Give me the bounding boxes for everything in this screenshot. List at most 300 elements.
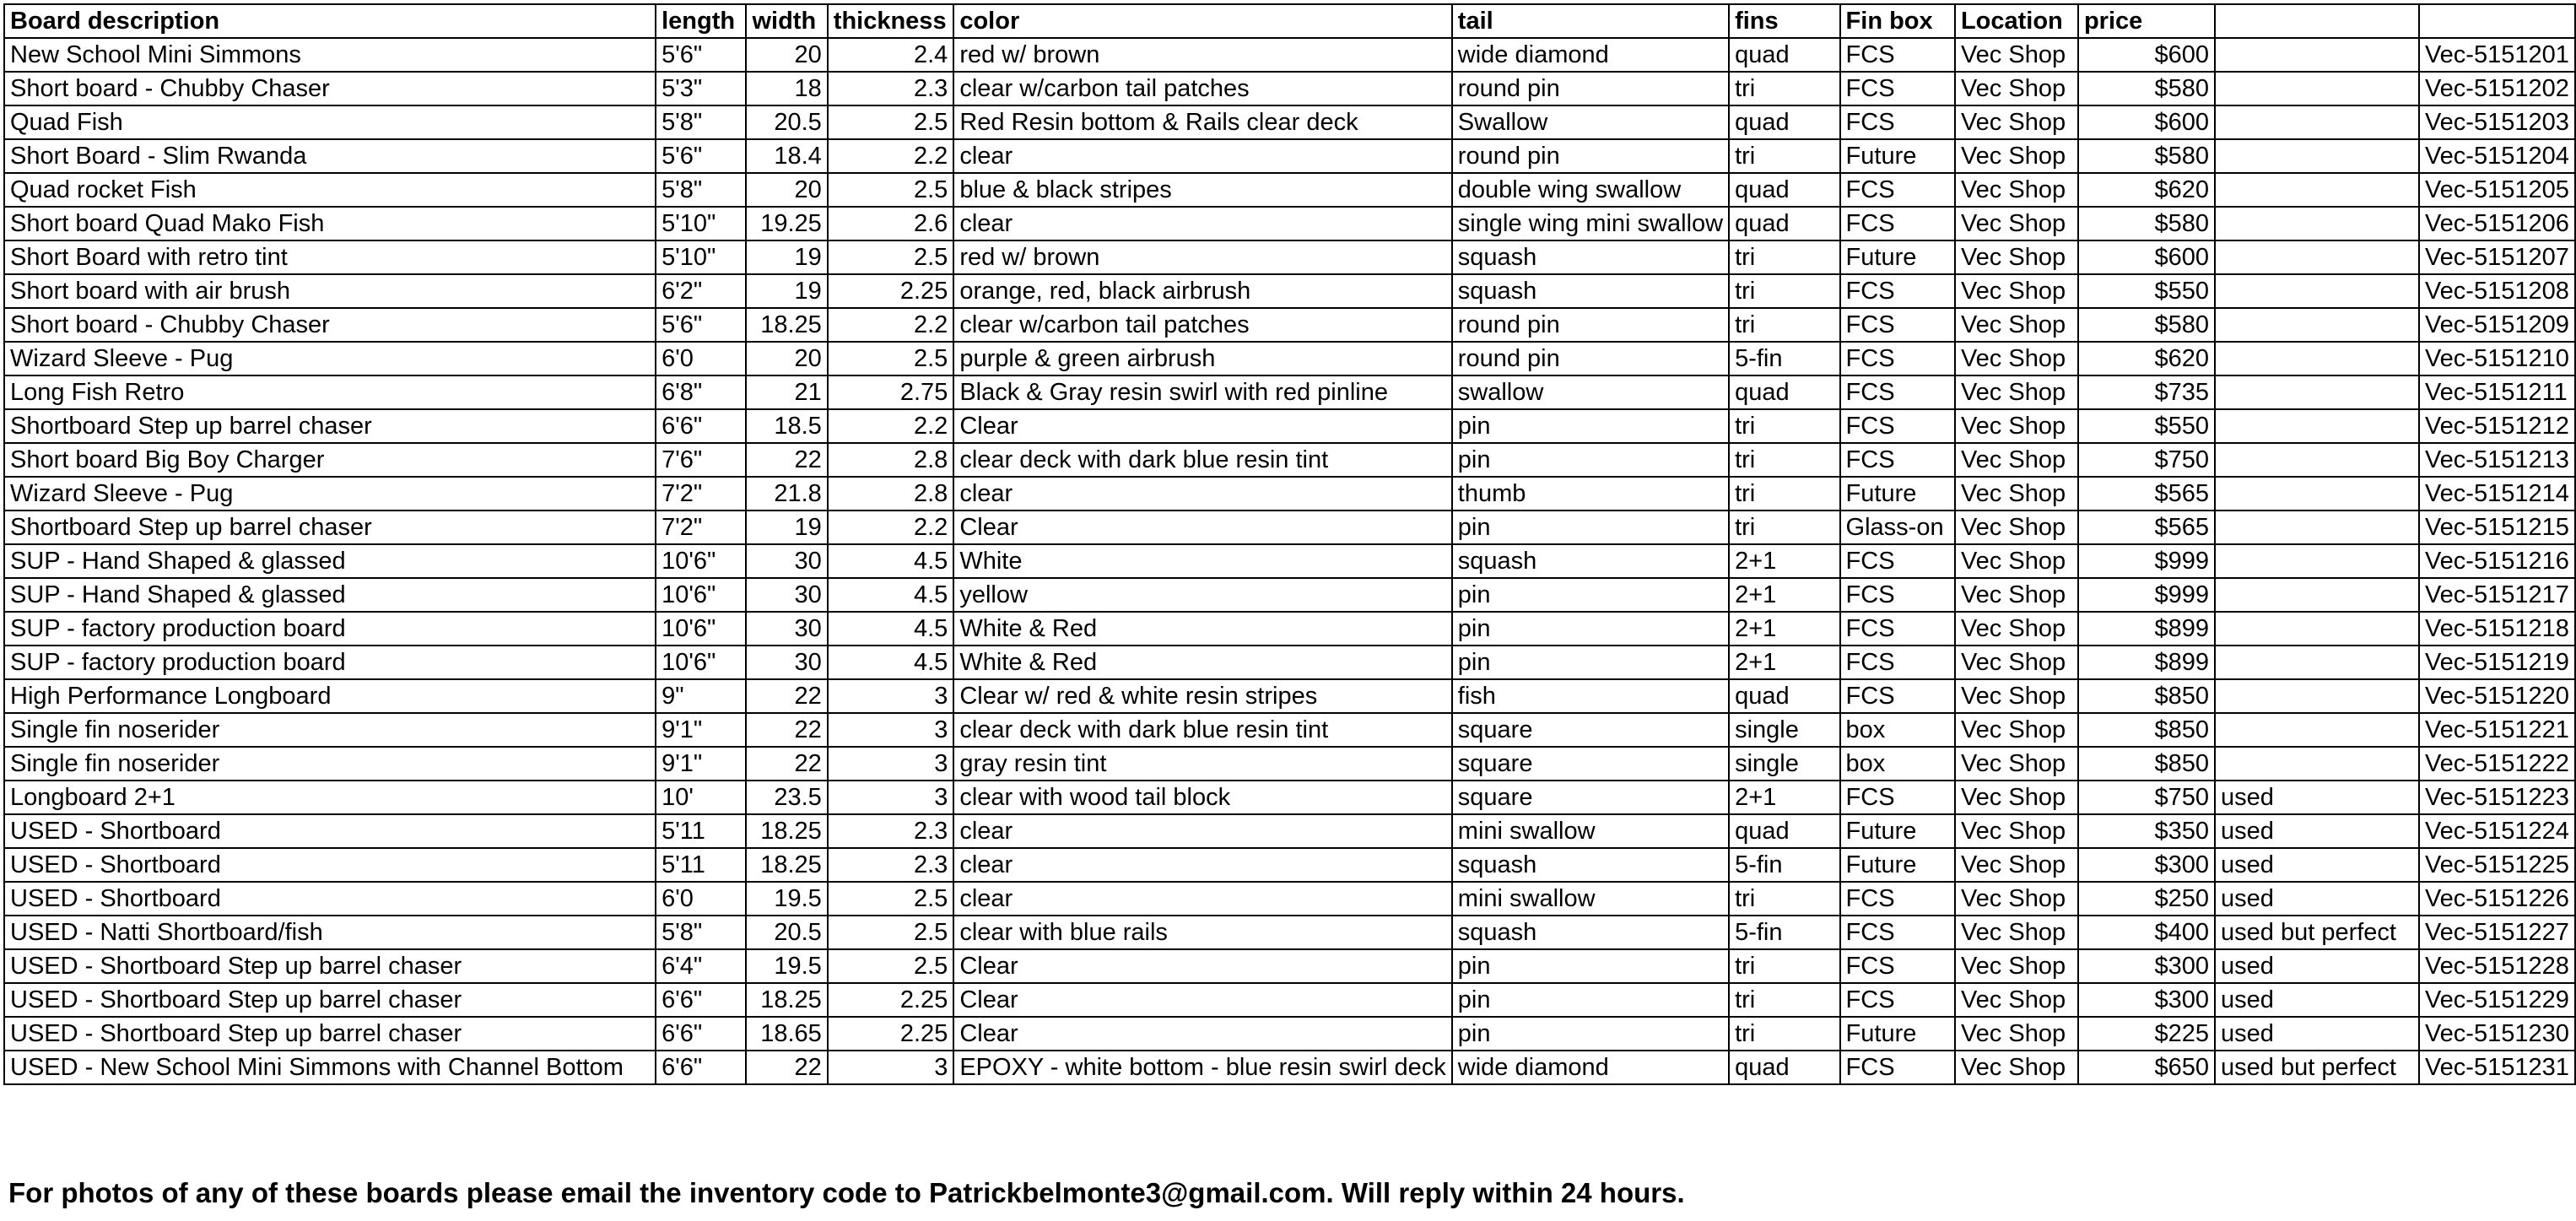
header-cell-description[interactable]: Board description — [4, 4, 656, 38]
cell-condition[interactable]: used — [2215, 848, 2419, 882]
cell-color[interactable]: clear deck with dark blue resin tint — [953, 713, 1451, 747]
cell-location[interactable]: Vec Shop — [1955, 139, 2078, 173]
cell-location[interactable]: Vec Shop — [1955, 781, 2078, 814]
cell-color[interactable]: clear deck with dark blue resin tint — [953, 443, 1451, 477]
cell-inventory-code[interactable]: Vec-5151217 — [2419, 578, 2575, 612]
cell-price[interactable]: $750 — [2078, 443, 2215, 477]
cell-price[interactable]: $600 — [2078, 38, 2215, 72]
cell-description[interactable]: Wizard Sleeve - Pug — [4, 477, 656, 511]
cell-width[interactable]: 23.5 — [746, 781, 827, 814]
cell-inventory-code[interactable]: Vec-5151222 — [2419, 747, 2575, 781]
cell-location[interactable]: Vec Shop — [1955, 747, 2078, 781]
cell-fins[interactable]: single — [1729, 713, 1839, 747]
cell-tail[interactable]: double wing swallow — [1452, 173, 1729, 207]
cell-width[interactable]: 22 — [746, 747, 827, 781]
cell-length[interactable]: 5'8" — [656, 173, 746, 207]
cell-location[interactable]: Vec Shop — [1955, 679, 2078, 713]
cell-fins[interactable]: tri — [1729, 240, 1839, 274]
cell-color[interactable]: clear — [953, 207, 1451, 240]
cell-fins[interactable]: quad — [1729, 375, 1839, 409]
cell-price[interactable]: $850 — [2078, 713, 2215, 747]
cell-fin-box[interactable]: FCS — [1840, 105, 1955, 139]
cell-width[interactable]: 20.5 — [746, 105, 827, 139]
cell-inventory-code[interactable]: Vec-5151224 — [2419, 814, 2575, 848]
cell-width[interactable]: 20 — [746, 173, 827, 207]
cell-fins[interactable]: 2+1 — [1729, 781, 1839, 814]
cell-width[interactable]: 30 — [746, 612, 827, 646]
cell-tail[interactable]: pin — [1452, 983, 1729, 1017]
cell-color[interactable]: White — [953, 544, 1451, 578]
cell-condition[interactable] — [2215, 578, 2419, 612]
cell-color[interactable]: clear with wood tail block — [953, 781, 1451, 814]
cell-condition[interactable] — [2215, 139, 2419, 173]
cell-description[interactable]: USED - Shortboard — [4, 882, 656, 916]
cell-fins[interactable]: quad — [1729, 38, 1839, 72]
cell-tail[interactable]: square — [1452, 713, 1729, 747]
cell-condition[interactable] — [2215, 274, 2419, 308]
cell-inventory-code[interactable]: Vec-5151203 — [2419, 105, 2575, 139]
cell-fin-box[interactable]: FCS — [1840, 882, 1955, 916]
cell-fins[interactable]: quad — [1729, 207, 1839, 240]
cell-location[interactable]: Vec Shop — [1955, 612, 2078, 646]
cell-length[interactable]: 5'3" — [656, 72, 746, 105]
cell-color[interactable]: White & Red — [953, 646, 1451, 679]
cell-location[interactable]: Vec Shop — [1955, 72, 2078, 105]
cell-color[interactable]: orange, red, black airbrush — [953, 274, 1451, 308]
cell-length[interactable]: 10'6" — [656, 578, 746, 612]
cell-tail[interactable]: wide diamond — [1452, 1051, 1729, 1084]
cell-condition[interactable] — [2215, 342, 2419, 375]
cell-color[interactable]: clear — [953, 848, 1451, 882]
cell-length[interactable]: 6'8" — [656, 375, 746, 409]
cell-thickness[interactable]: 2.5 — [828, 342, 954, 375]
cell-description[interactable]: Shortboard Step up barrel chaser — [4, 409, 656, 443]
cell-width[interactable]: 30 — [746, 578, 827, 612]
cell-width[interactable]: 22 — [746, 1051, 827, 1084]
cell-inventory-code[interactable]: Vec-5151202 — [2419, 72, 2575, 105]
cell-width[interactable]: 19 — [746, 274, 827, 308]
cell-inventory-code[interactable]: Vec-5151214 — [2419, 477, 2575, 511]
cell-fin-box[interactable]: FCS — [1840, 308, 1955, 342]
cell-price[interactable]: $850 — [2078, 747, 2215, 781]
cell-thickness[interactable]: 2.25 — [828, 1017, 954, 1051]
cell-fins[interactable]: tri — [1729, 274, 1839, 308]
cell-description[interactable]: Quad rocket Fish — [4, 173, 656, 207]
cell-length[interactable]: 10'6" — [656, 646, 746, 679]
cell-fin-box[interactable]: box — [1840, 747, 1955, 781]
cell-width[interactable]: 19.5 — [746, 882, 827, 916]
cell-fin-box[interactable]: FCS — [1840, 646, 1955, 679]
cell-description[interactable]: Quad Fish — [4, 105, 656, 139]
cell-description[interactable]: Short Board - Slim Rwanda — [4, 139, 656, 173]
cell-color[interactable]: Black & Gray resin swirl with red pinline — [953, 375, 1451, 409]
cell-fins[interactable]: quad — [1729, 105, 1839, 139]
cell-condition[interactable] — [2215, 409, 2419, 443]
cell-fin-box[interactable]: FCS — [1840, 544, 1955, 578]
cell-location[interactable]: Vec Shop — [1955, 342, 2078, 375]
cell-inventory-code[interactable]: Vec-5151220 — [2419, 679, 2575, 713]
cell-fin-box[interactable]: FCS — [1840, 612, 1955, 646]
cell-thickness[interactable]: 3 — [828, 713, 954, 747]
cell-width[interactable]: 18.25 — [746, 814, 827, 848]
cell-condition[interactable]: used but perfect — [2215, 916, 2419, 949]
cell-tail[interactable]: squash — [1452, 274, 1729, 308]
cell-color[interactable]: Clear — [953, 949, 1451, 983]
cell-width[interactable]: 19.5 — [746, 949, 827, 983]
cell-length[interactable]: 10' — [656, 781, 746, 814]
cell-length[interactable]: 6'6" — [656, 983, 746, 1017]
cell-price[interactable]: $350 — [2078, 814, 2215, 848]
cell-thickness[interactable]: 4.5 — [828, 578, 954, 612]
cell-price[interactable]: $620 — [2078, 342, 2215, 375]
cell-length[interactable]: 6'6" — [656, 1051, 746, 1084]
cell-inventory-code[interactable]: Vec-5151223 — [2419, 781, 2575, 814]
cell-fin-box[interactable]: Future — [1840, 240, 1955, 274]
cell-condition[interactable] — [2215, 240, 2419, 274]
cell-length[interactable]: 6'6" — [656, 1017, 746, 1051]
cell-fins[interactable]: tri — [1729, 882, 1839, 916]
cell-fins[interactable]: tri — [1729, 477, 1839, 511]
cell-fin-box[interactable]: FCS — [1840, 342, 1955, 375]
cell-inventory-code[interactable]: Vec-5151201 — [2419, 38, 2575, 72]
cell-tail[interactable]: single wing mini swallow — [1452, 207, 1729, 240]
cell-fin-box[interactable]: FCS — [1840, 1051, 1955, 1084]
cell-tail[interactable]: pin — [1452, 443, 1729, 477]
cell-description[interactable]: Long Fish Retro — [4, 375, 656, 409]
cell-tail[interactable]: round pin — [1452, 342, 1729, 375]
cell-thickness[interactable]: 2.2 — [828, 511, 954, 544]
cell-length[interactable]: 7'6" — [656, 443, 746, 477]
cell-tail[interactable]: round pin — [1452, 308, 1729, 342]
cell-fins[interactable]: 5-fin — [1729, 342, 1839, 375]
cell-fins[interactable]: tri — [1729, 511, 1839, 544]
cell-description[interactable]: USED - Shortboard Step up barrel chaser — [4, 983, 656, 1017]
cell-length[interactable]: 5'8" — [656, 105, 746, 139]
cell-condition[interactable] — [2215, 713, 2419, 747]
cell-description[interactable]: USED - Shortboard Step up barrel chaser — [4, 949, 656, 983]
cell-inventory-code[interactable]: Vec-5151215 — [2419, 511, 2575, 544]
cell-inventory-code[interactable]: Vec-5151226 — [2419, 882, 2575, 916]
cell-inventory-code[interactable]: Vec-5151205 — [2419, 173, 2575, 207]
cell-thickness[interactable]: 2.3 — [828, 814, 954, 848]
cell-fins[interactable]: single — [1729, 747, 1839, 781]
cell-description[interactable]: High Performance Longboard — [4, 679, 656, 713]
cell-width[interactable]: 22 — [746, 443, 827, 477]
cell-fins[interactable]: tri — [1729, 409, 1839, 443]
cell-inventory-code[interactable]: Vec-5151227 — [2419, 916, 2575, 949]
cell-description[interactable]: SUP - Hand Shaped & glassed — [4, 544, 656, 578]
cell-location[interactable]: Vec Shop — [1955, 983, 2078, 1017]
cell-length[interactable]: 5'6" — [656, 38, 746, 72]
header-cell-tail[interactable]: tail — [1452, 4, 1729, 38]
cell-fins[interactable]: tri — [1729, 443, 1839, 477]
cell-color[interactable]: clear w/carbon tail patches — [953, 72, 1451, 105]
cell-fin-box[interactable]: FCS — [1840, 781, 1955, 814]
cell-condition[interactable] — [2215, 612, 2419, 646]
cell-color[interactable]: clear w/carbon tail patches — [953, 308, 1451, 342]
cell-fin-box[interactable]: FCS — [1840, 274, 1955, 308]
cell-width[interactable]: 30 — [746, 646, 827, 679]
cell-length[interactable]: 5'6" — [656, 308, 746, 342]
cell-location[interactable]: Vec Shop — [1955, 240, 2078, 274]
cell-fins[interactable]: tri — [1729, 139, 1839, 173]
cell-inventory-code[interactable]: Vec-5151218 — [2419, 612, 2575, 646]
cell-fin-box[interactable]: Glass-on — [1840, 511, 1955, 544]
cell-tail[interactable]: pin — [1452, 511, 1729, 544]
cell-width[interactable]: 18.5 — [746, 409, 827, 443]
cell-inventory-code[interactable]: Vec-5151219 — [2419, 646, 2575, 679]
cell-tail[interactable]: swallow — [1452, 375, 1729, 409]
cell-location[interactable]: Vec Shop — [1955, 409, 2078, 443]
header-cell-fin-box[interactable]: Fin box — [1840, 4, 1955, 38]
cell-color[interactable]: gray resin tint — [953, 747, 1451, 781]
cell-price[interactable]: $600 — [2078, 105, 2215, 139]
cell-color[interactable]: Clear — [953, 511, 1451, 544]
cell-location[interactable]: Vec Shop — [1955, 105, 2078, 139]
cell-tail[interactable]: round pin — [1452, 72, 1729, 105]
cell-fins[interactable]: 2+1 — [1729, 646, 1839, 679]
cell-tail[interactable]: pin — [1452, 409, 1729, 443]
cell-location[interactable]: Vec Shop — [1955, 814, 2078, 848]
header-cell-width[interactable]: width — [746, 4, 827, 38]
cell-price[interactable]: $400 — [2078, 916, 2215, 949]
cell-width[interactable]: 20 — [746, 342, 827, 375]
cell-location[interactable]: Vec Shop — [1955, 713, 2078, 747]
cell-condition[interactable]: used — [2215, 814, 2419, 848]
cell-description[interactable]: Short Board with retro tint — [4, 240, 656, 274]
cell-location[interactable]: Vec Shop — [1955, 511, 2078, 544]
cell-tail[interactable]: square — [1452, 747, 1729, 781]
cell-description[interactable]: Short board with air brush — [4, 274, 656, 308]
cell-location[interactable]: Vec Shop — [1955, 173, 2078, 207]
cell-price[interactable]: $580 — [2078, 207, 2215, 240]
cell-fin-box[interactable]: FCS — [1840, 983, 1955, 1017]
cell-length[interactable]: 6'6" — [656, 409, 746, 443]
cell-price[interactable]: $300 — [2078, 949, 2215, 983]
cell-fin-box[interactable]: Future — [1840, 477, 1955, 511]
cell-fin-box[interactable]: FCS — [1840, 375, 1955, 409]
cell-price[interactable]: $580 — [2078, 72, 2215, 105]
header-cell-color[interactable]: color — [953, 4, 1451, 38]
cell-thickness[interactable]: 2.5 — [828, 916, 954, 949]
cell-fin-box[interactable]: FCS — [1840, 173, 1955, 207]
cell-tail[interactable]: pin — [1452, 612, 1729, 646]
cell-length[interactable]: 6'4" — [656, 949, 746, 983]
cell-location[interactable]: Vec Shop — [1955, 443, 2078, 477]
cell-inventory-code[interactable]: Vec-5151211 — [2419, 375, 2575, 409]
cell-location[interactable]: Vec Shop — [1955, 375, 2078, 409]
cell-price[interactable]: $620 — [2078, 173, 2215, 207]
cell-condition[interactable] — [2215, 679, 2419, 713]
cell-thickness[interactable]: 2.2 — [828, 139, 954, 173]
cell-fins[interactable]: tri — [1729, 983, 1839, 1017]
cell-thickness[interactable]: 2.25 — [828, 983, 954, 1017]
cell-inventory-code[interactable]: Vec-5151210 — [2419, 342, 2575, 375]
cell-description[interactable]: Wizard Sleeve - Pug — [4, 342, 656, 375]
cell-thickness[interactable]: 4.5 — [828, 646, 954, 679]
cell-location[interactable]: Vec Shop — [1955, 207, 2078, 240]
cell-width[interactable]: 21 — [746, 375, 827, 409]
cell-tail[interactable]: squash — [1452, 240, 1729, 274]
cell-location[interactable]: Vec Shop — [1955, 477, 2078, 511]
cell-color[interactable]: yellow — [953, 578, 1451, 612]
cell-price[interactable]: $999 — [2078, 578, 2215, 612]
cell-width[interactable]: 20.5 — [746, 916, 827, 949]
cell-location[interactable]: Vec Shop — [1955, 1017, 2078, 1051]
cell-fins[interactable]: quad — [1729, 814, 1839, 848]
cell-price[interactable]: $550 — [2078, 274, 2215, 308]
cell-color[interactable]: Clear — [953, 1017, 1451, 1051]
cell-color[interactable]: blue & black stripes — [953, 173, 1451, 207]
cell-thickness[interactable]: 4.5 — [828, 612, 954, 646]
cell-price[interactable]: $580 — [2078, 139, 2215, 173]
header-cell-length[interactable]: length — [656, 4, 746, 38]
cell-color[interactable]: Clear w/ red & white resin stripes — [953, 679, 1451, 713]
cell-fin-box[interactable]: FCS — [1840, 72, 1955, 105]
cell-condition[interactable] — [2215, 207, 2419, 240]
cell-length[interactable]: 10'6" — [656, 544, 746, 578]
cell-price[interactable]: $899 — [2078, 646, 2215, 679]
cell-thickness[interactable]: 2.5 — [828, 105, 954, 139]
cell-description[interactable]: SUP - factory production board — [4, 646, 656, 679]
cell-color[interactable]: White & Red — [953, 612, 1451, 646]
cell-thickness[interactable]: 2.8 — [828, 443, 954, 477]
cell-inventory-code[interactable]: Vec-5151207 — [2419, 240, 2575, 274]
cell-length[interactable]: 10'6" — [656, 612, 746, 646]
header-cell-location[interactable]: Location — [1955, 4, 2078, 38]
cell-thickness[interactable]: 3 — [828, 747, 954, 781]
cell-thickness[interactable]: 2.8 — [828, 477, 954, 511]
cell-tail[interactable]: squash — [1452, 916, 1729, 949]
cell-length[interactable]: 7'2" — [656, 511, 746, 544]
cell-location[interactable]: Vec Shop — [1955, 949, 2078, 983]
cell-tail[interactable]: pin — [1452, 646, 1729, 679]
cell-color[interactable]: red w/ brown — [953, 38, 1451, 72]
cell-thickness[interactable]: 4.5 — [828, 544, 954, 578]
cell-price[interactable]: $750 — [2078, 781, 2215, 814]
cell-fin-box[interactable]: Future — [1840, 139, 1955, 173]
cell-length[interactable]: 5'10" — [656, 240, 746, 274]
cell-inventory-code[interactable]: Vec-5151225 — [2419, 848, 2575, 882]
cell-description[interactable]: Short board Big Boy Charger — [4, 443, 656, 477]
cell-width[interactable]: 20 — [746, 38, 827, 72]
cell-width[interactable]: 22 — [746, 679, 827, 713]
cell-description[interactable]: Longboard 2+1 — [4, 781, 656, 814]
cell-price[interactable]: $600 — [2078, 240, 2215, 274]
cell-description[interactable]: Single fin noserider — [4, 747, 656, 781]
cell-length[interactable]: 5'6" — [656, 139, 746, 173]
cell-condition[interactable]: used — [2215, 1017, 2419, 1051]
cell-price[interactable]: $565 — [2078, 511, 2215, 544]
cell-condition[interactable] — [2215, 477, 2419, 511]
cell-tail[interactable]: mini swallow — [1452, 882, 1729, 916]
cell-location[interactable]: Vec Shop — [1955, 848, 2078, 882]
cell-description[interactable]: USED - Shortboard — [4, 814, 656, 848]
cell-inventory-code[interactable]: Vec-5151228 — [2419, 949, 2575, 983]
cell-thickness[interactable]: 2.6 — [828, 207, 954, 240]
cell-thickness[interactable]: 2.5 — [828, 240, 954, 274]
cell-description[interactable]: New School Mini Simmons — [4, 38, 656, 72]
cell-length[interactable]: 6'0 — [656, 342, 746, 375]
cell-tail[interactable]: mini swallow — [1452, 814, 1729, 848]
cell-condition[interactable] — [2215, 646, 2419, 679]
cell-price[interactable]: $300 — [2078, 983, 2215, 1017]
header-cell-price[interactable]: price — [2078, 4, 2215, 38]
cell-inventory-code[interactable]: Vec-5151231 — [2419, 1051, 2575, 1084]
cell-location[interactable]: Vec Shop — [1955, 646, 2078, 679]
cell-thickness[interactable]: 2.3 — [828, 848, 954, 882]
cell-condition[interactable] — [2215, 375, 2419, 409]
cell-fin-box[interactable]: FCS — [1840, 443, 1955, 477]
cell-thickness[interactable]: 2.25 — [828, 274, 954, 308]
cell-tail[interactable]: pin — [1452, 949, 1729, 983]
cell-condition[interactable] — [2215, 747, 2419, 781]
cell-tail[interactable]: pin — [1452, 1017, 1729, 1051]
cell-description[interactable]: USED - Shortboard Step up barrel chaser — [4, 1017, 656, 1051]
cell-fins[interactable]: quad — [1729, 173, 1839, 207]
cell-fin-box[interactable]: FCS — [1840, 409, 1955, 443]
cell-thickness[interactable]: 3 — [828, 679, 954, 713]
cell-price[interactable]: $850 — [2078, 679, 2215, 713]
cell-width[interactable]: 19.25 — [746, 207, 827, 240]
cell-fins[interactable]: tri — [1729, 72, 1839, 105]
cell-fin-box[interactable]: Future — [1840, 1017, 1955, 1051]
cell-thickness[interactable]: 2.3 — [828, 72, 954, 105]
cell-fins[interactable]: tri — [1729, 308, 1839, 342]
cell-description[interactable]: Single fin noserider — [4, 713, 656, 747]
cell-fin-box[interactable]: FCS — [1840, 207, 1955, 240]
cell-fins[interactable]: tri — [1729, 949, 1839, 983]
cell-inventory-code[interactable]: Vec-5151209 — [2419, 308, 2575, 342]
cell-description[interactable]: USED - New School Mini Simmons with Channel Bottom — [4, 1051, 656, 1084]
cell-width[interactable]: 18.65 — [746, 1017, 827, 1051]
cell-width[interactable]: 22 — [746, 713, 827, 747]
cell-thickness[interactable]: 2.2 — [828, 409, 954, 443]
cell-tail[interactable]: round pin — [1452, 139, 1729, 173]
cell-location[interactable]: Vec Shop — [1955, 544, 2078, 578]
cell-price[interactable]: $550 — [2078, 409, 2215, 443]
cell-condition[interactable] — [2215, 544, 2419, 578]
cell-tail[interactable]: pin — [1452, 578, 1729, 612]
header-cell-thickness[interactable]: thickness — [828, 4, 954, 38]
cell-price[interactable]: $650 — [2078, 1051, 2215, 1084]
cell-fin-box[interactable]: Future — [1840, 848, 1955, 882]
cell-price[interactable]: $999 — [2078, 544, 2215, 578]
cell-inventory-code[interactable]: Vec-5151213 — [2419, 443, 2575, 477]
cell-condition[interactable] — [2215, 72, 2419, 105]
cell-description[interactable]: Short board - Chubby Chaser — [4, 308, 656, 342]
cell-thickness[interactable]: 2.5 — [828, 882, 954, 916]
cell-width[interactable]: 18.25 — [746, 308, 827, 342]
cell-description[interactable]: USED - Shortboard — [4, 848, 656, 882]
cell-width[interactable]: 19 — [746, 511, 827, 544]
cell-length[interactable]: 6'0 — [656, 882, 746, 916]
cell-color[interactable]: Red Resin bottom & Rails clear deck — [953, 105, 1451, 139]
cell-width[interactable]: 19 — [746, 240, 827, 274]
cell-fins[interactable]: quad — [1729, 1051, 1839, 1084]
cell-location[interactable]: Vec Shop — [1955, 1051, 2078, 1084]
cell-thickness[interactable]: 2.5 — [828, 173, 954, 207]
cell-length[interactable]: 5'10" — [656, 207, 746, 240]
cell-description[interactable]: SUP - Hand Shaped & glassed — [4, 578, 656, 612]
cell-length[interactable]: 9'1" — [656, 747, 746, 781]
cell-condition[interactable]: used — [2215, 983, 2419, 1017]
cell-location[interactable]: Vec Shop — [1955, 308, 2078, 342]
header-cell-inventory-code[interactable] — [2419, 4, 2575, 38]
cell-location[interactable]: Vec Shop — [1955, 38, 2078, 72]
cell-tail[interactable]: squash — [1452, 544, 1729, 578]
cell-fins[interactable]: 5-fin — [1729, 848, 1839, 882]
